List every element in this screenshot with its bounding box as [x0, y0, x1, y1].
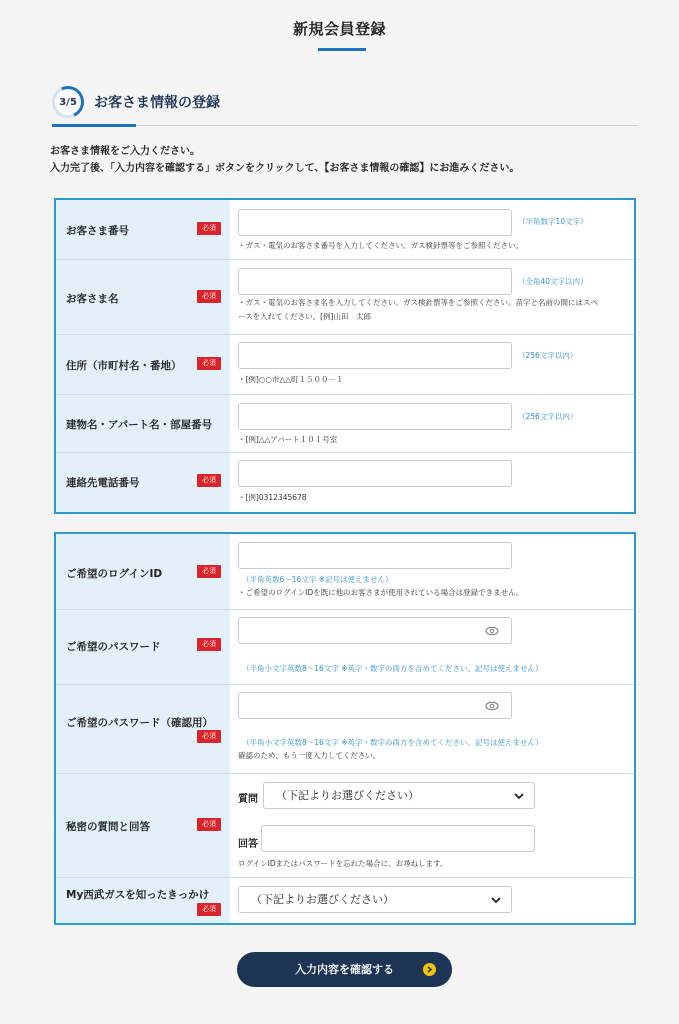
phone-label: 連絡先電話番号	[66, 477, 140, 489]
page-title: 新規会員登録	[292, 20, 386, 38]
step-title: お客さま情報の登録	[94, 95, 220, 111]
building-hint: （256文字以内）	[518, 412, 578, 421]
required-badge: 必須	[197, 222, 221, 235]
row-label-bg	[56, 774, 230, 877]
row-label-bg	[56, 260, 230, 334]
password-confirm-note: 確認のため、もう一度入力してください。	[238, 751, 381, 760]
step-progress-arc	[47, 81, 88, 122]
row-label-bg	[56, 453, 230, 512]
secret-question-select[interactable]	[263, 782, 535, 809]
login-id-label: ご希望のログインID	[66, 568, 163, 580]
chevron-down-icon	[514, 791, 524, 801]
title-underline	[318, 48, 366, 51]
customer-name-note-2: ースを入れてください。[例]山田 太郎	[238, 312, 371, 321]
building-label: 建物名・アパート名・部屋番号	[66, 419, 213, 431]
phone-note: ・[例]0312345678	[238, 493, 307, 502]
password-hint: （半角小文字英数8～16文字 ※英字・数字の両方を含めてください。記号は使えません）	[242, 664, 543, 673]
customer-number-hint: （半角数字10文字）	[518, 217, 588, 226]
secret-label: 秘密の質問と回答	[66, 821, 150, 833]
customer-info-section	[54, 198, 636, 514]
row-label-bg	[56, 685, 230, 773]
customer-name-input[interactable]	[238, 268, 512, 295]
referral-select[interactable]	[238, 886, 512, 913]
row-label-bg	[56, 395, 230, 452]
required-badge: 必須	[197, 474, 221, 487]
referral-label: My西武ガスを知ったきっかけ	[66, 889, 210, 901]
row-label-bg	[56, 610, 230, 684]
customer-name-note-1: ・ガス・電気のお客さま名を入力してください。ガス検針票等をご参照ください。苗字と名前の間にはスペ	[238, 298, 598, 307]
required-badge: 必須	[197, 357, 221, 370]
required-badge: 必須	[197, 565, 221, 578]
password-confirm-label: ご希望のパスワード（確認用）	[66, 717, 213, 729]
login-id-hint: （半角英数6～16文字 ※記号は使えません）	[242, 575, 393, 584]
customer-number-label: お客さま番号	[66, 225, 129, 237]
row-secret-question	[56, 774, 634, 878]
chevron-down-icon	[491, 895, 501, 905]
password-confirm-hint: （半角小文字英数8～16文字 ※英字・数字の両方を含めてください。記号は使えません）	[242, 738, 543, 747]
referral-value: （下記よりお選びください）	[251, 893, 394, 906]
row-login-id	[56, 534, 634, 610]
building-note: ・[例]△△アパート１０１号室	[238, 435, 338, 444]
confirm-input-button[interactable]	[237, 952, 452, 987]
customer-name-label: お客さま名	[66, 293, 119, 305]
address-label: 住所（市町村名・番地）	[66, 360, 182, 372]
answer-label: 回答	[238, 839, 258, 850]
row-label-bg	[56, 200, 230, 259]
account-info-section	[54, 532, 636, 925]
row-phone	[56, 453, 634, 512]
row-label-bg	[56, 878, 230, 923]
secret-question-value: （下記よりお選びください）	[276, 789, 419, 802]
step-header	[52, 84, 638, 126]
password-input[interactable]	[238, 617, 512, 644]
row-building	[56, 395, 634, 453]
required-badge: 必須	[197, 903, 221, 916]
secret-answer-input[interactable]	[261, 825, 535, 852]
row-customer-name	[56, 260, 634, 335]
required-badge: 必須	[197, 638, 221, 651]
login-id-note: ・ご希望のログインIDを既に他のお客さまが使用されている場合は登録できません。	[238, 588, 524, 597]
address-input[interactable]	[238, 342, 512, 369]
row-address	[56, 335, 634, 395]
show-password-confirm-eye-icon[interactable]	[485, 699, 499, 713]
password-label: ご希望のパスワード	[66, 641, 161, 653]
arrow-right-icon	[423, 963, 436, 976]
building-input[interactable]	[238, 403, 512, 430]
phone-input[interactable]	[238, 460, 512, 487]
row-password-confirm	[56, 685, 634, 774]
required-badge: 必須	[197, 290, 221, 303]
required-badge: 必須	[197, 730, 221, 743]
login-id-input[interactable]	[238, 542, 512, 569]
row-password	[56, 610, 634, 685]
customer-name-hint: （全角40文字以内）	[518, 277, 588, 286]
confirm-button-label: 入力内容を確認する	[295, 963, 394, 976]
customer-number-input[interactable]	[238, 209, 512, 236]
step-accent-line	[52, 124, 136, 127]
row-referral	[56, 878, 634, 923]
password-confirm-input[interactable]	[238, 692, 512, 719]
secret-note: ログインIDまたはパスワードを忘れた場合に、お尋ねします。	[238, 859, 448, 868]
address-hint: （256文字以内）	[518, 351, 578, 360]
required-badge: 必須	[197, 818, 221, 831]
row-label-bg	[56, 335, 230, 394]
question-label: 質問	[238, 794, 258, 805]
intro-line-1: お客さま情報をご入力ください。	[50, 146, 200, 157]
row-customer-number	[56, 200, 634, 260]
step-indicator: 3/5	[52, 86, 84, 118]
intro-line-2: 入力完了後、「入力内容を確認する」ボタンをクリックして、【お客さま情報の確認】にお進みください。	[50, 163, 520, 174]
row-label-bg	[56, 534, 230, 609]
customer-number-note: ・ガス・電気のお客さま番号を入力してください。ガス検針票等をご参照ください。	[238, 241, 523, 250]
address-note: ・[例]○○市△△町１５００－１	[238, 375, 344, 384]
show-password-eye-icon[interactable]	[485, 624, 499, 638]
intro-text	[50, 143, 650, 177]
